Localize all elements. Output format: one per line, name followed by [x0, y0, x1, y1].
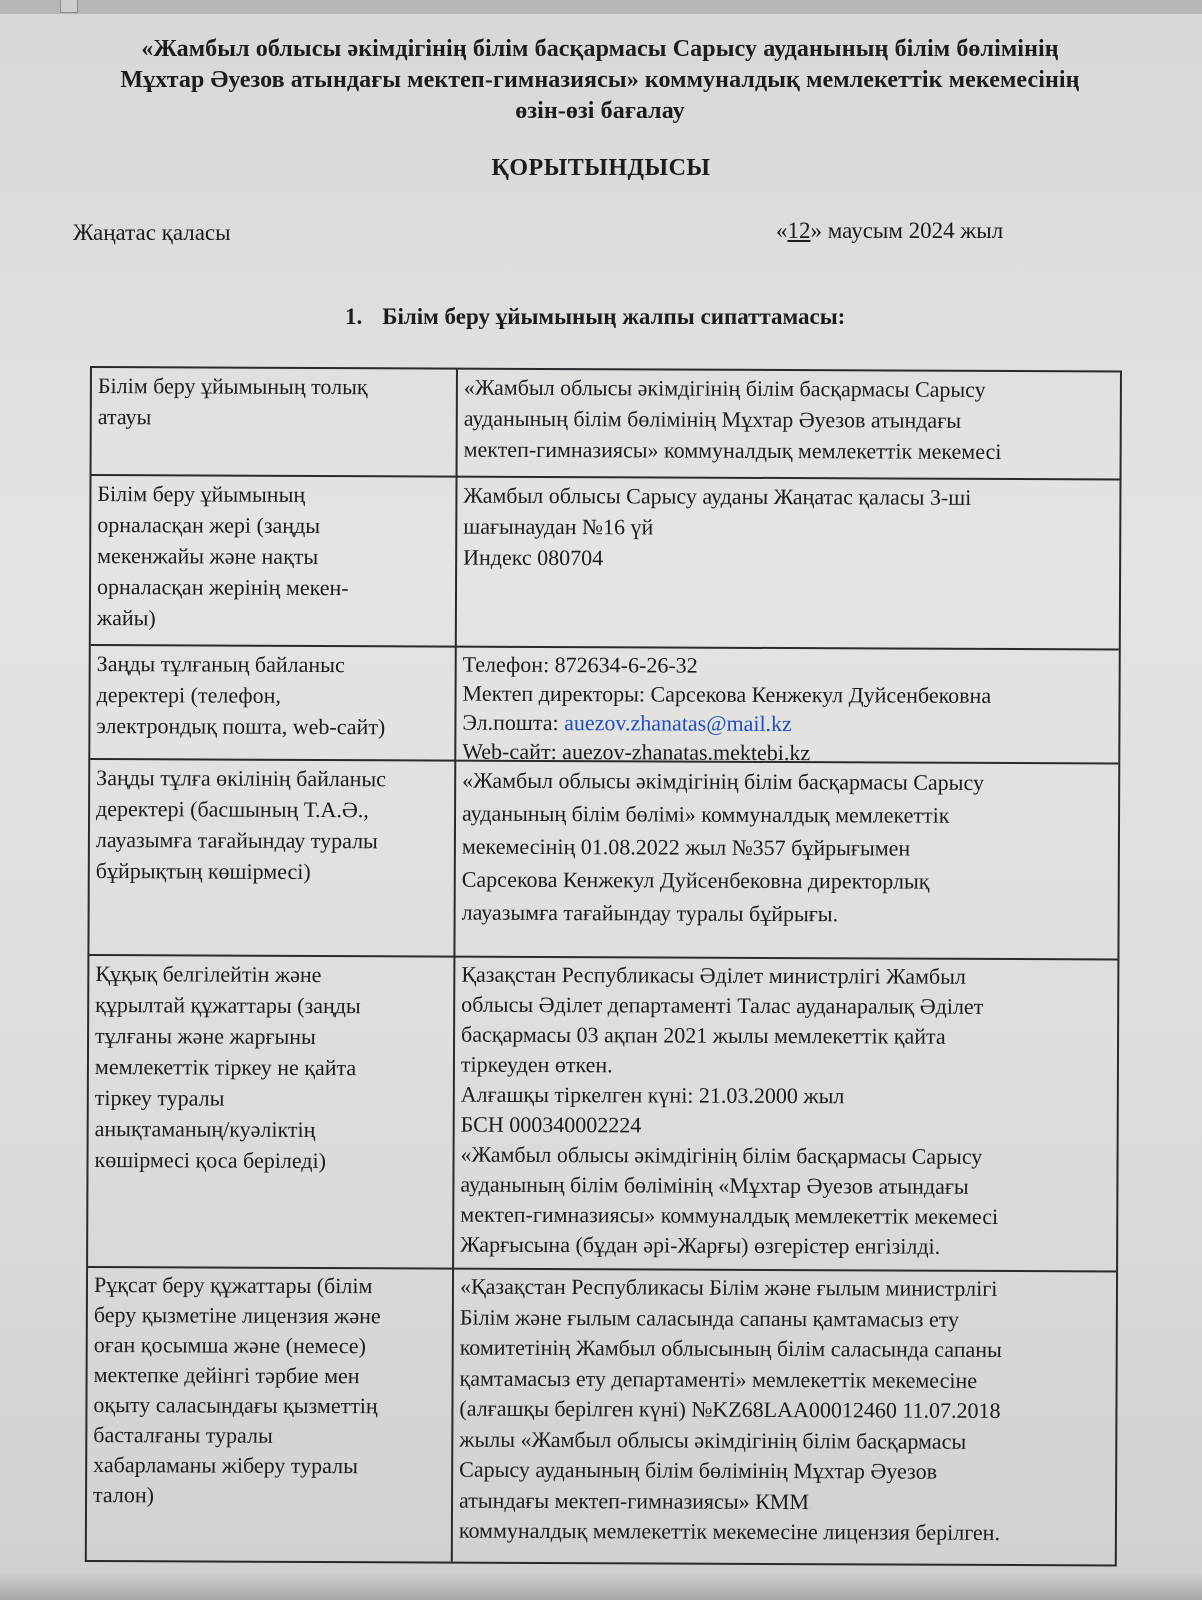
label-line: анықтаманың/куәліктің	[94, 1116, 316, 1142]
label-line: хабарламаны жіберу туралы	[93, 1452, 358, 1479]
row-value	[464, 372, 1116, 468]
value-line: Қазақстан Республикасы Әділет министрлігі Жамбыл	[461, 961, 966, 989]
label-line: орналасқан жерінің мекен-	[96, 574, 349, 601]
label-line: Білім беру ұйымының	[97, 481, 306, 507]
label-line: мектепке дейінгі тәрбие мен	[93, 1362, 360, 1389]
row-label	[93, 1270, 448, 1512]
header-line-2: Мұхтар Әуезов атындағы мектеп-гимназиясы» коммуналдық мемлекеттік мекемесінің	[120, 67, 1080, 93]
label-line: мекенжайы және нақты	[97, 543, 319, 569]
value-line: «Жамбыл облысы әкімдігінің білім басқармасы Сарысу	[460, 1141, 983, 1169]
table-row-contacts	[90, 644, 1118, 766]
label-line: Құқық белгілейтін және	[95, 961, 322, 988]
label-line: электрондық пошта, web-сайт)	[96, 713, 386, 740]
label-line: мемлекеттік тіркеу не қайта	[94, 1054, 357, 1081]
value-line: «Жамбыл облысы әкімдігінің білім басқармасы Сарысу	[462, 767, 985, 795]
label-line: тіркеу туралы	[94, 1085, 225, 1111]
value-line: Сарсекова Кенжекул Дуйсенбековна директорлық	[461, 866, 930, 894]
value-line: қамтамасыз ету департаменті» мемлекеттік мекемесіне	[459, 1365, 978, 1393]
row-label	[96, 648, 450, 743]
row-value	[463, 480, 1115, 576]
info-table	[85, 366, 1122, 1566]
label-line: деректері (басшының Т.А.Ә.,	[96, 796, 369, 823]
label-line: Заңды тұлғаның байланыс	[96, 651, 345, 678]
email-link[interactable]: auezov.zhanatas@mail.kz	[564, 710, 792, 737]
row-label	[97, 478, 452, 635]
date-open-quote: «	[776, 218, 788, 243]
value-line: Жамбыл облысы Сарысу ауданы Жаңатас қаласы 3-ші	[463, 482, 972, 510]
value-line: мектеп-гимназиясы» коммуналдық мемлекеттік мекемесі	[460, 1201, 999, 1229]
label-line: оқыту саласындағы қызметтің	[93, 1392, 378, 1419]
row-label	[94, 958, 449, 1177]
value-line: шағынаудан №16 үй	[463, 513, 654, 540]
value-line: Индекс 080704	[463, 544, 604, 571]
date-close-quote: »	[810, 218, 822, 243]
value-line: «Жамбыл облысы әкімдігінің білім басқармасы Сарысу	[463, 374, 986, 402]
row-label	[96, 762, 451, 888]
value-line: мектеп-гимназиясы» коммуналдық мемлекеттік мекемесі	[463, 436, 1002, 464]
table-row-founding-documents	[88, 954, 1117, 1270]
value-line: «Қазақстан Республикасы Білім және ғылым министрлігі	[459, 1273, 998, 1301]
value-line: Білім және ғылым саласында сапаны қамтамасыз ету	[459, 1304, 960, 1332]
value-line: атындағы мектеп-гимназиясы» КММ	[459, 1487, 809, 1514]
value-line: лауазымға тағайындау туралы бұйрығы.	[461, 899, 839, 927]
document-title: ҚОРЫТЫНДЫСЫ	[491, 155, 711, 181]
label-line: тұлғаны және жарғыны	[95, 1023, 316, 1049]
value-line: басқармасы 03 ақпан 2021 жылы мемлекеттік қайта	[461, 1021, 946, 1049]
table-row-permits	[87, 1266, 1116, 1564]
value-line: тіркеуден өткен.	[460, 1051, 613, 1078]
row-value	[462, 650, 1114, 769]
value-line: жылы «Жамбыл облысы әкімдігінің білім басқармасы	[459, 1426, 967, 1454]
value-line: ауданының білім бөлімінің «Мұхтар Әуезов атындағы	[460, 1171, 969, 1199]
label-line: орналасқан жері (заңды	[97, 512, 321, 539]
value-line: Сарысу ауданының білім бөлімінің Мұхтар Әуезов	[459, 1456, 938, 1484]
label-line: Білім беру ұйымының толық	[97, 373, 368, 400]
label-line: құрылтай құжаттары (заңды	[95, 992, 361, 1019]
label-line: деректері (телефон,	[96, 682, 281, 708]
header-line-1: «Жамбыл облысы әкімдігінің білім басқармасы Сарысу ауданының білім бөлімінің	[141, 36, 1059, 62]
label-line: Рұқсат беру құжаттары (білім	[93, 1272, 373, 1299]
label-line: көшірмесі қоса беріледі)	[94, 1147, 327, 1174]
label-line: басталғаны туралы	[93, 1422, 273, 1448]
section-number: 1.	[345, 304, 363, 329]
email-label: Эл.пошта:	[462, 709, 565, 736]
value-line: БСН 000340002224	[460, 1111, 642, 1138]
row-value	[462, 764, 1115, 932]
date-rest: маусым 2024 жыл	[822, 218, 1004, 243]
document-date	[776, 218, 1003, 244]
value-line: мекемесінің 01.08.2022 жыл №357 бұйрығымен	[461, 833, 911, 861]
city-label: Жаңатас қаласы	[73, 220, 231, 245]
row-value	[460, 960, 1113, 1263]
value-line: ауданының білім бөлімі» коммуналдық мемлекеттік	[461, 800, 950, 828]
email-line	[462, 708, 1114, 740]
label-line: талон)	[93, 1482, 155, 1508]
director-line: Мектеп директоры: Сарсекова Кенжекул Дуйсенбековна	[462, 680, 992, 708]
label-line: Заңды тұлға өкілінің байланыс	[96, 765, 387, 792]
value-line: Жарғысына (бұдан әрі-Жарғы) өзгерістер енгізілді.	[460, 1231, 941, 1259]
label-line: жайы)	[96, 605, 156, 631]
value-line: комитетінің Жамбыл облысының білім саласында сапаны	[459, 1334, 1002, 1362]
label-line: оған қосымша және (немесе)	[93, 1332, 366, 1359]
value-line: облысы Әділет департаменті Талас ауданаралық Әділет	[461, 991, 984, 1019]
label-line: бұйрықтың көшірмесі)	[95, 858, 311, 884]
date-day: 12	[787, 218, 811, 243]
label-line: лауазымға тағайындау туралы	[95, 827, 378, 854]
section-title: Білім беру ұйымының жалпы сипаттамасы:	[382, 304, 846, 329]
value-line: ауданының білім бөлімінің Мұхтар Әуезов атындағы	[463, 405, 962, 433]
section-heading	[345, 304, 845, 330]
table-row-full-name	[92, 368, 1120, 478]
website-line: Web-сайт: auezov-zhanatas.mektebi.kz	[462, 738, 811, 766]
table-row-address	[91, 474, 1120, 648]
page-bottom-edge	[0, 1572, 1202, 1600]
value-line: Алғашқы тіркелген күні: 21.03.2000 жыл	[460, 1081, 845, 1109]
row-value	[459, 1272, 1112, 1549]
label-line: беру қызметіне лицензия және	[93, 1302, 381, 1329]
phone-line: Телефон: 872634-6-26-32	[462, 651, 698, 678]
table-row-representative	[89, 758, 1118, 958]
label-line: атауы	[97, 404, 152, 430]
row-label	[98, 370, 452, 434]
value-line: (алғашқы берілген күні) №KZ68LAA00012460 11.07.2018	[459, 1395, 1001, 1423]
header-line-3: өзін-өзі бағалау	[515, 98, 685, 124]
value-line: коммуналдық мемлекеттік мекемесіне лицензия берілген.	[458, 1517, 1001, 1545]
